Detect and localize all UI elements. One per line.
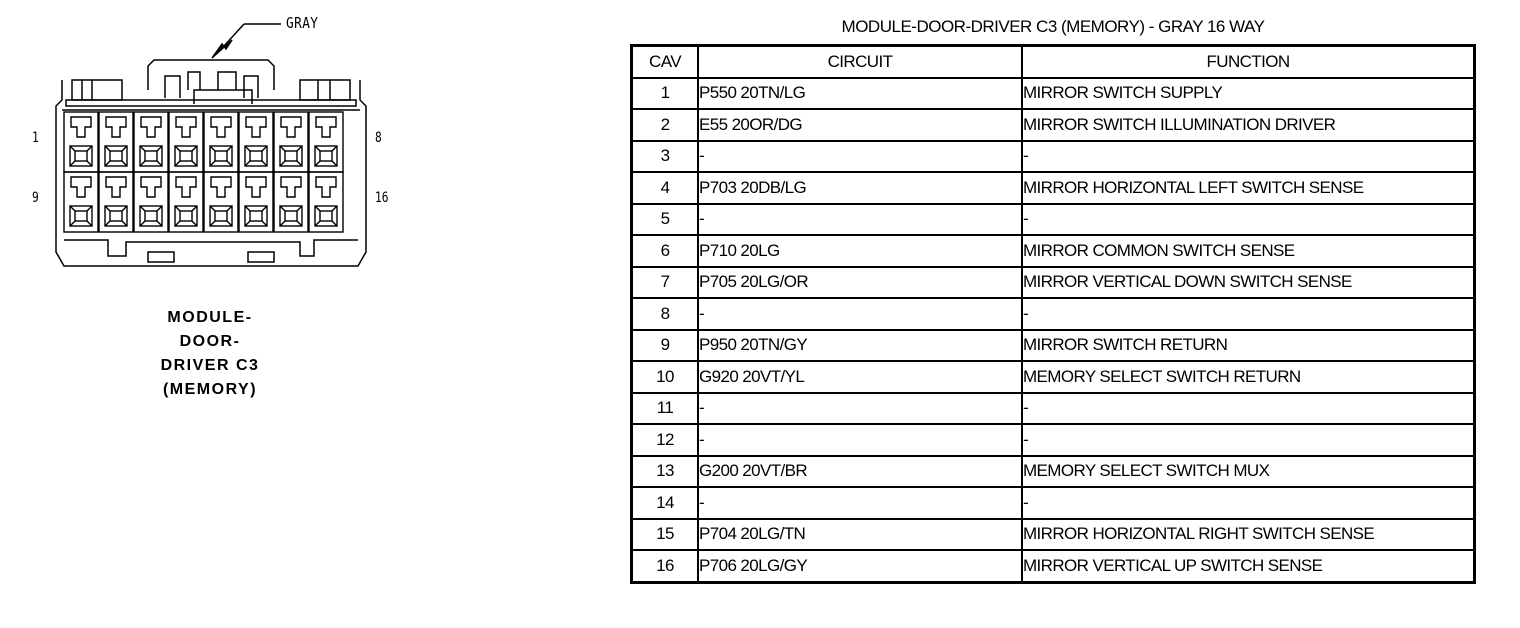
circuit-cell: - xyxy=(698,393,1022,425)
callout-leader-line xyxy=(224,24,244,46)
function-cell: - xyxy=(1022,487,1475,519)
cavity-12 xyxy=(169,172,203,232)
cav-cell: 9 xyxy=(632,330,699,362)
pin-label-8: 8 xyxy=(375,130,382,146)
cavity-16 xyxy=(309,172,343,232)
cav-cell: 14 xyxy=(632,487,699,519)
circuit-cell: P705 20LG/OR xyxy=(698,267,1022,299)
cavity-2 xyxy=(99,112,133,172)
table-row xyxy=(632,235,1475,267)
cavity-5 xyxy=(204,112,238,172)
cav-cell: 3 xyxy=(632,141,699,173)
table-row xyxy=(632,172,1475,204)
cav-cell: 4 xyxy=(632,172,699,204)
circuit-cell: - xyxy=(698,204,1022,236)
function-cell: - xyxy=(1022,141,1475,173)
connector-latch xyxy=(148,60,274,90)
function-cell: - xyxy=(1022,424,1475,456)
header-function: FUNCTION xyxy=(1022,46,1475,78)
table-row xyxy=(632,487,1475,519)
table-row xyxy=(632,424,1475,456)
cav-cell: 6 xyxy=(632,235,699,267)
cav-cell: 13 xyxy=(632,456,699,488)
pin-label-16: 16 xyxy=(375,190,389,206)
circuit-cell: - xyxy=(698,298,1022,330)
table-row xyxy=(632,109,1475,141)
cav-cell: 12 xyxy=(632,424,699,456)
connector-label xyxy=(120,306,300,402)
cav-cell: 8 xyxy=(632,298,699,330)
table-row xyxy=(632,456,1475,488)
function-cell: MIRROR HORIZONTAL RIGHT SWITCH SENSE xyxy=(1022,519,1475,551)
cavity-6 xyxy=(239,112,273,172)
cav-cell: 5 xyxy=(632,204,699,236)
function-cell: - xyxy=(1022,393,1475,425)
circuit-cell: P950 20TN/GY xyxy=(698,330,1022,362)
cavity-11 xyxy=(134,172,168,232)
function-cell: MIRROR SWITCH SUPPLY xyxy=(1022,78,1475,110)
table-header-row xyxy=(632,46,1475,78)
cavity-3 xyxy=(134,112,168,172)
cavity-14 xyxy=(239,172,273,232)
function-cell: MIRROR VERTICAL UP SWITCH SENSE xyxy=(1022,550,1475,582)
table-title: MODULE-DOOR-DRIVER C3 (MEMORY) - GRAY 16 WAY xyxy=(841,17,1265,36)
function-cell: MEMORY SELECT SWITCH RETURN xyxy=(1022,361,1475,393)
cavity-7 xyxy=(274,112,308,172)
function-cell: - xyxy=(1022,204,1475,236)
connector-cavities xyxy=(64,112,343,232)
table-row xyxy=(632,361,1475,393)
cav-cell: 16 xyxy=(632,550,699,582)
circuit-cell: E55 20OR/DG xyxy=(698,109,1022,141)
function-cell: MIRROR COMMON SWITCH SENSE xyxy=(1022,235,1475,267)
function-cell: MIRROR SWITCH RETURN xyxy=(1022,330,1475,362)
connector-body xyxy=(56,24,366,266)
cavity-1 xyxy=(64,112,98,172)
function-cell: MIRROR HORIZONTAL LEFT SWITCH SENSE xyxy=(1022,172,1475,204)
callout-arrow-icon xyxy=(212,40,232,58)
connector-housing xyxy=(56,80,366,266)
connector-label-line: DRIVER C3 xyxy=(160,357,260,374)
circuit-cell: G200 20VT/BR xyxy=(698,456,1022,488)
table-row xyxy=(632,298,1475,330)
table-row xyxy=(632,519,1475,551)
cavity-8 xyxy=(309,112,343,172)
cavity-13 xyxy=(204,172,238,232)
cavity-9 xyxy=(64,172,98,232)
connector-diagram xyxy=(0,0,600,628)
cav-cell: 2 xyxy=(632,109,699,141)
callout-label: GRAY xyxy=(286,14,319,32)
cav-cell: 1 xyxy=(632,78,699,110)
circuit-cell: P706 20LG/GY xyxy=(698,550,1022,582)
function-cell: MIRROR SWITCH ILLUMINATION DRIVER xyxy=(1022,109,1475,141)
table-row xyxy=(632,330,1475,362)
circuit-cell: - xyxy=(698,424,1022,456)
function-cell: - xyxy=(1022,298,1475,330)
circuit-cell: P550 20TN/LG xyxy=(698,78,1022,110)
table-row xyxy=(632,550,1475,582)
table-row xyxy=(632,267,1475,299)
header-cav: CAV xyxy=(632,46,699,78)
cav-cell: 15 xyxy=(632,519,699,551)
function-cell: MIRROR VERTICAL DOWN SWITCH SENSE xyxy=(1022,267,1475,299)
table-row xyxy=(632,393,1475,425)
table-row xyxy=(632,78,1475,110)
cav-cell: 11 xyxy=(632,393,699,425)
cavity-15 xyxy=(274,172,308,232)
circuit-cell: P704 20LG/TN xyxy=(698,519,1022,551)
pin-label-1: 1 xyxy=(32,130,39,146)
function-cell: MEMORY SELECT SWITCH MUX xyxy=(1022,456,1475,488)
table-row xyxy=(632,141,1475,173)
cav-cell: 10 xyxy=(632,361,699,393)
table-row xyxy=(632,204,1475,236)
circuit-cell: - xyxy=(698,141,1022,173)
cavity-4 xyxy=(169,112,203,172)
pin-label-9: 9 xyxy=(32,190,39,206)
connector-label-line: (MEMORY) xyxy=(162,381,258,398)
circuit-cell: - xyxy=(698,487,1022,519)
cavity-10 xyxy=(99,172,133,232)
circuit-cell: P710 20LG xyxy=(698,235,1022,267)
connector-label-line: DOOR- xyxy=(179,333,241,350)
circuit-cell: G920 20VT/YL xyxy=(698,361,1022,393)
cav-cell: 7 xyxy=(632,267,699,299)
connector-label-line: MODULE- xyxy=(167,309,253,326)
header-circuit: CIRCUIT xyxy=(698,46,1022,78)
pinout-table xyxy=(630,44,1476,584)
circuit-cell: P703 20DB/LG xyxy=(698,172,1022,204)
